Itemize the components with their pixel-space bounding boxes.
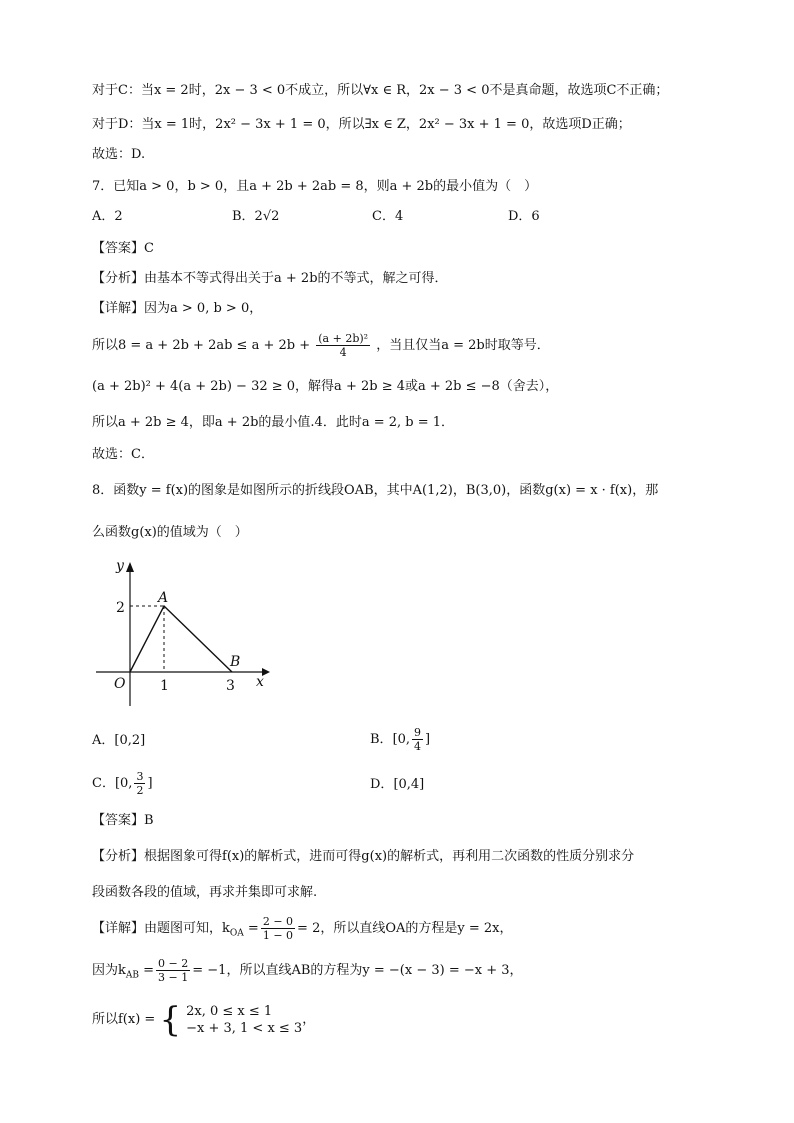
q8-analysis-line-2: 段函数各段的值域，再求并集即可求解. (92, 885, 318, 900)
analysis-tag: 【分析】 (92, 271, 145, 286)
fraction-numerator: 2 − 0 (262, 915, 294, 928)
line-option-c-analysis: 对于C：当x = 2时，2x − 3 < 0不成立，所以∀x ∈ R，2x − 3 < 0不是真命题，故选项C不正确； (92, 83, 669, 98)
point-b-label: B (230, 654, 241, 670)
option-label: A． (92, 733, 115, 748)
fraction (134, 770, 145, 797)
q7-option-d: D．6 (508, 209, 540, 224)
fraction-denominator: 3 − 1 (158, 971, 189, 984)
detail-text: 因为a > 0, b > 0， (144, 301, 263, 316)
q7-option-a: A．2 (92, 209, 123, 224)
function-graph-figure (92, 556, 272, 706)
option-label: D． (370, 777, 394, 792)
question-8-stem-1: 8．函数y = f(x)的图象是如图所示的折线段OAB，其中A(1,2)，B(3,0)，函数g(x) = x · f(x)，那 (92, 483, 659, 498)
y-axis-arrow-icon (126, 562, 134, 572)
fraction-denominator: 1 − 0 (262, 929, 294, 942)
q8-detail-line-2 (92, 956, 523, 991)
q8-answer-line (92, 812, 154, 830)
q7-detail-line-3: (a + 2b)² + 4(a + 2b) − 32 ≥ 0，解得a + 2b ≥ 4或a + 2b ≤ −8（舍去）， (92, 379, 559, 394)
fraction (412, 726, 423, 753)
answer-tag: 【答案】 (92, 813, 145, 828)
detail-tag: 【详解】 (92, 301, 145, 316)
option-text: [0, (114, 776, 133, 791)
polyline-oab (130, 606, 232, 672)
q7-analysis-line (92, 270, 448, 288)
option-label: B． (370, 732, 393, 747)
tick-label-2: 2 (116, 600, 125, 616)
question-7-stem: 7．已知a > 0，b > 0，且a + 2b + 2ab = 8，则a + 2b的最小值为（ ） (92, 179, 538, 194)
q8-option-a (92, 732, 145, 750)
detail-text: 所以8 = a + 2b + 2ab ≤ a + 2b + (92, 338, 311, 353)
piece-case-1: 2x, 0 ≤ x ≤ 1 (186, 1003, 273, 1019)
q7-option-c: C．4 (372, 209, 404, 224)
q8-analysis-line-1 (92, 848, 634, 866)
answer-value: B (144, 813, 154, 828)
subscript: AB (125, 970, 140, 981)
tick-label-1: 1 (160, 678, 169, 694)
q8-detail-line-3 (92, 1000, 315, 1040)
analysis-text: 根据图象可得f(x)的解析式，进而可得g(x)的解析式，再利用二次函数的性质分别求分 (144, 849, 635, 864)
answer-value: C (144, 241, 154, 256)
q8-option-b (370, 724, 430, 756)
fraction-numerator: (a + 2b)² (318, 332, 369, 345)
option-text: ] (147, 776, 153, 791)
q8-detail-line-1 (92, 914, 513, 949)
q7-detail-line-2 (92, 332, 550, 360)
piecewise-cases (181, 1003, 302, 1037)
detail-text: ， (302, 1012, 316, 1027)
left-brace: { (159, 999, 182, 1040)
option-label: C． (92, 776, 115, 791)
subscript: OA (229, 928, 244, 939)
option-text: [0,2] (114, 733, 146, 748)
piece-case-2: −x + 3, 1 < x ≤ 3 (186, 1020, 303, 1036)
fraction (156, 957, 190, 984)
option-text: [0, (392, 732, 411, 747)
y-axis-label: y (116, 558, 124, 574)
line-option-d-analysis: 对于D：当x = 1时，2x² − 3x + 1 = 0，所以∃x ∈ Z，2x² − 3x + 1 = 0，故选项D正确； (92, 117, 631, 132)
option-text: ] (425, 732, 431, 747)
analysis-text: 由基本不等式得出关于a + 2b的不等式，解之可得． (144, 271, 448, 286)
fraction-denominator: 2 (136, 784, 144, 797)
fraction-denominator: 4 (414, 740, 422, 753)
q8-option-d (370, 776, 424, 794)
choose-d: 故选：D. (92, 147, 146, 162)
x-axis-label: x (256, 674, 264, 690)
analysis-tag: 【分析】 (92, 849, 145, 864)
point-a-label: A (158, 590, 169, 606)
q7-detail-line-4: 所以a + 2b ≥ 4，即a + 2b的最小值.4．此时a = 2, b = 1． (92, 415, 455, 430)
origin-label: O (114, 676, 126, 692)
fraction (316, 332, 370, 359)
q7-option-b: B．2√2 (232, 209, 280, 224)
q8-option-c (92, 768, 153, 800)
detail-text: 所以f(x) = (92, 1012, 156, 1027)
q7-choose: 故选：C． (92, 447, 154, 462)
fraction-numerator: 0 − 2 (158, 957, 189, 970)
answer-tag: 【答案】 (92, 241, 145, 256)
tick-label-3: 3 (226, 678, 235, 694)
detail-text: 由题图可知，k (144, 921, 230, 936)
detail-text: = −1，所以直线AB的方程为y = −(x − 3) = −x + 3， (192, 963, 523, 978)
q7-detail-line-1 (92, 300, 262, 318)
question-8-stem-2: 么函数g(x)的值域为（ ） (92, 525, 248, 540)
detail-text: = (139, 963, 155, 978)
detail-text: ，当且仅当a = 2b时取等号． (376, 338, 550, 353)
detail-text: = 2，所以直线OA的方程是y = 2x， (297, 921, 513, 936)
option-text: [0,4] (393, 777, 425, 792)
detail-tag: 【详解】 (92, 921, 145, 936)
detail-text: 因为k (92, 963, 126, 978)
fraction-numerator: 3 (136, 770, 144, 783)
q7-answer-line (92, 240, 154, 258)
fraction-denominator: 4 (339, 346, 347, 359)
fraction (261, 915, 295, 942)
detail-text: = (243, 921, 259, 936)
fraction-numerator: 9 (414, 726, 422, 739)
